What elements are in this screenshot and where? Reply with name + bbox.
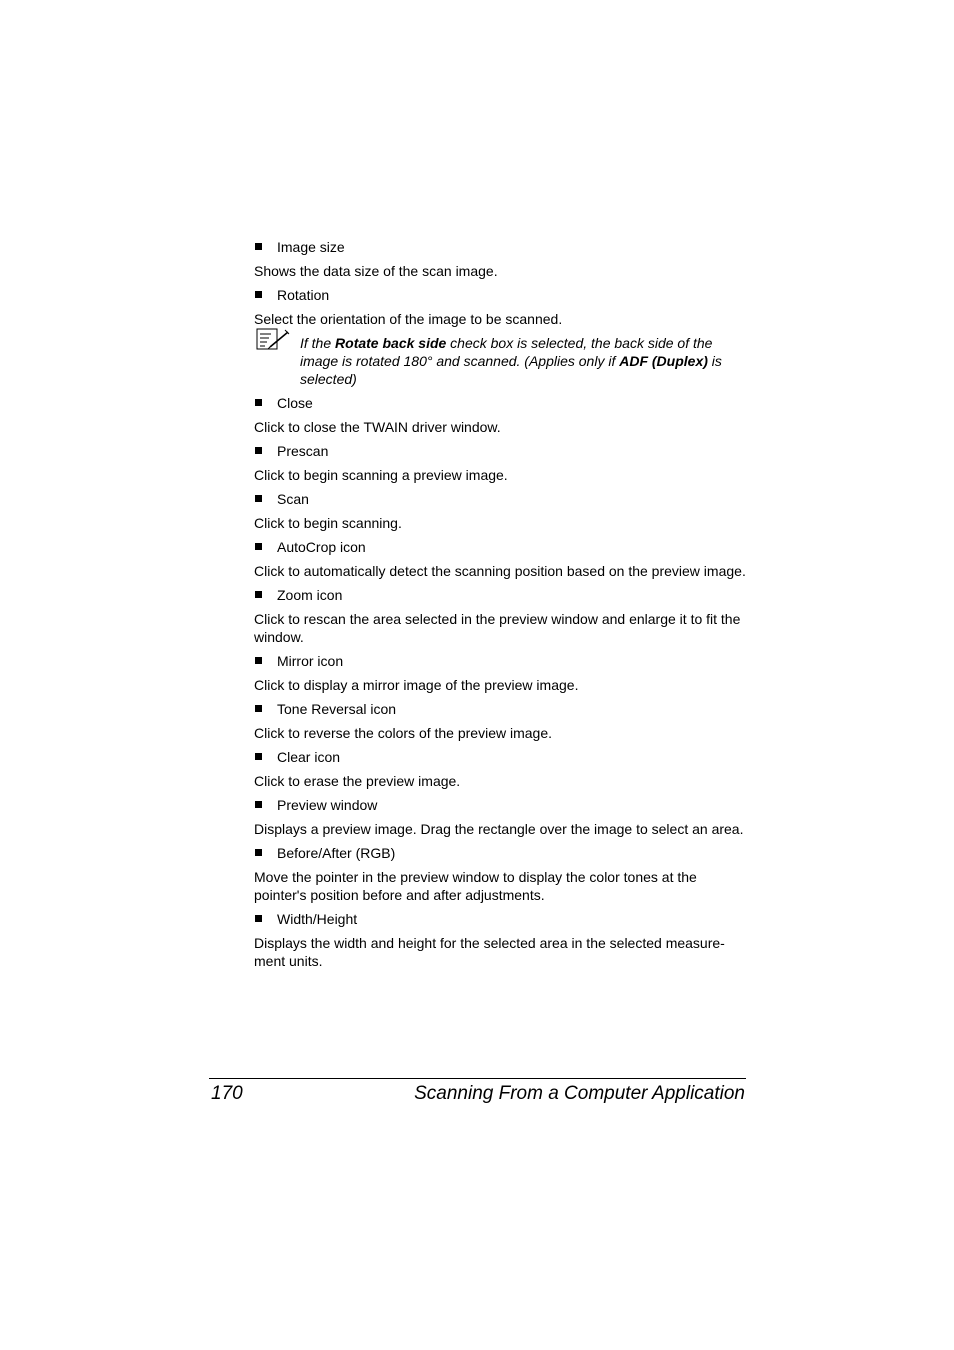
section-description: Click to reverse the colors of the preview image. <box>254 725 553 741</box>
section-description: Click to begin scanning. <box>254 515 402 531</box>
bullet-square-icon <box>255 753 262 760</box>
section-heading: Zoom icon <box>254 586 746 604</box>
section-heading: Width/Height <box>254 910 746 928</box>
section-heading: Rotation <box>254 286 746 304</box>
bullet-square-icon <box>255 291 262 298</box>
bullet-square-icon <box>255 801 262 808</box>
section-description: Select the orientation of the image to be scanned. <box>254 311 563 327</box>
section-heading: Image size <box>254 238 746 256</box>
section-description: Displays the width and height for the selected area in the selected measure-ment units. <box>254 935 725 969</box>
bullet-square-icon <box>255 399 262 406</box>
section-description: Click to rescan the area selected in the preview window and enlarge it to fit the window. <box>254 611 741 645</box>
section-heading: AutoCrop icon <box>254 538 746 556</box>
section-description: Click to close the TWAIN driver window. <box>254 419 501 435</box>
bullet-square-icon <box>255 657 262 664</box>
bullet-square-icon <box>255 705 262 712</box>
bullet-square-icon <box>255 495 262 502</box>
bullet-square-icon <box>255 849 262 856</box>
section-description: Move the pointer in the preview window to display the color tones at the pointer's position before and after adjustments. <box>254 869 697 903</box>
section-heading: Close <box>254 394 746 412</box>
section-description: Click to begin scanning a preview image. <box>254 467 508 483</box>
running-title: Scanning From a Computer Application <box>414 1083 745 1104</box>
section-description: Displays a preview image. Drag the rectangle over the image to select an area. <box>254 821 744 837</box>
section-description: Click to display a mirror image of the preview image. <box>254 677 579 693</box>
section-description: Click to erase the preview image. <box>254 773 461 789</box>
note-text: If the Rotate back side check box is selected, the back side of the image is rotated 180° and scanned. (Applies only if ADF (Duplex) is selected) <box>300 335 722 387</box>
manual-body <box>254 238 746 976</box>
section-heading: Preview window <box>254 796 746 814</box>
bullet-square-icon <box>255 591 262 598</box>
section-heading: Mirror icon <box>254 652 746 670</box>
bullet-square-icon <box>255 915 262 922</box>
section-heading: Prescan <box>254 442 746 460</box>
section-heading: Scan <box>254 490 746 508</box>
page-number: 170 <box>211 1083 243 1104</box>
section-heading: Before/After (RGB) <box>254 844 746 862</box>
section-heading: Clear icon <box>254 748 746 766</box>
bullet-square-icon <box>255 243 262 250</box>
bullet-square-icon <box>255 447 262 454</box>
section-description: Shows the data size of the scan image. <box>254 263 498 279</box>
section-heading: Tone Reversal icon <box>254 700 746 718</box>
footer-rule <box>209 1078 746 1079</box>
bullet-square-icon <box>255 543 262 550</box>
section-description: Click to automatically detect the scanning position based on the preview image. <box>254 563 746 579</box>
note-pencil-icon <box>256 328 290 352</box>
note-block <box>254 334 746 388</box>
